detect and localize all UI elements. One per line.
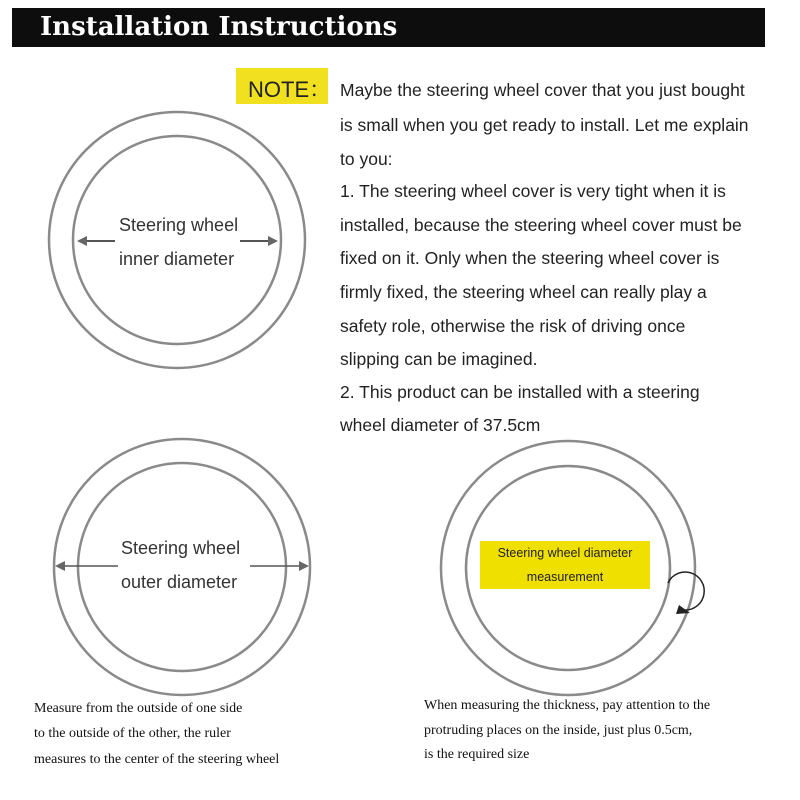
thickness-label-line1: Steering wheel diameter xyxy=(497,546,633,560)
caption-line: is the required size xyxy=(424,747,530,762)
inner-label-line1: Steering wheel xyxy=(119,215,239,235)
note-line: firmly fixed, the steering wheel can really play a xyxy=(340,282,707,302)
note-line: 1. The steering wheel cover is very tight when it is xyxy=(340,181,726,201)
note-line: wheel diameter of 37.5cm xyxy=(340,415,541,435)
note-line: is small when you get ready to install. Let me explain xyxy=(340,115,749,135)
inner-label-line2: inner diameter xyxy=(119,249,235,269)
outer-ring xyxy=(54,439,310,695)
outer-diameter-diagram xyxy=(54,439,310,695)
note-line: to you: xyxy=(340,149,393,169)
note-label: NOTE： xyxy=(248,77,332,102)
note-line: Maybe the steering wheel cover that you just bought xyxy=(340,80,745,100)
note-line: safety role, otherwise the risk of driving once xyxy=(340,316,686,336)
rotation-arrow-icon xyxy=(668,572,704,610)
inner-diameter-diagram xyxy=(49,112,305,368)
caption-line: When measuring the thickness, pay attention to the xyxy=(424,698,711,713)
outer-label-line1: Steering wheel xyxy=(121,538,241,558)
caption-line: Measure from the outside of one side xyxy=(34,701,243,716)
page-title: Installation Instructions xyxy=(40,12,398,42)
inner-ring xyxy=(78,463,286,671)
note-line: fixed on it. Only when the steering wheel cover is xyxy=(340,248,720,268)
caption-line: measures to the center of the steering wheel xyxy=(34,752,280,767)
note-line: installed, because the steering wheel cover must be xyxy=(340,215,742,235)
outer-label-line2: outer diameter xyxy=(121,572,238,592)
caption-line: to the outside of the other, the ruler xyxy=(34,726,231,741)
thickness-label-line2: measurement xyxy=(526,570,604,584)
caption-line: protruding places on the inside, just plus 0.5cm, xyxy=(424,723,693,738)
thickness-label-highlight xyxy=(480,541,650,589)
note-line: 2. This product can be installed with a steering xyxy=(340,382,700,402)
note-line: slipping can be imagined. xyxy=(340,349,538,369)
